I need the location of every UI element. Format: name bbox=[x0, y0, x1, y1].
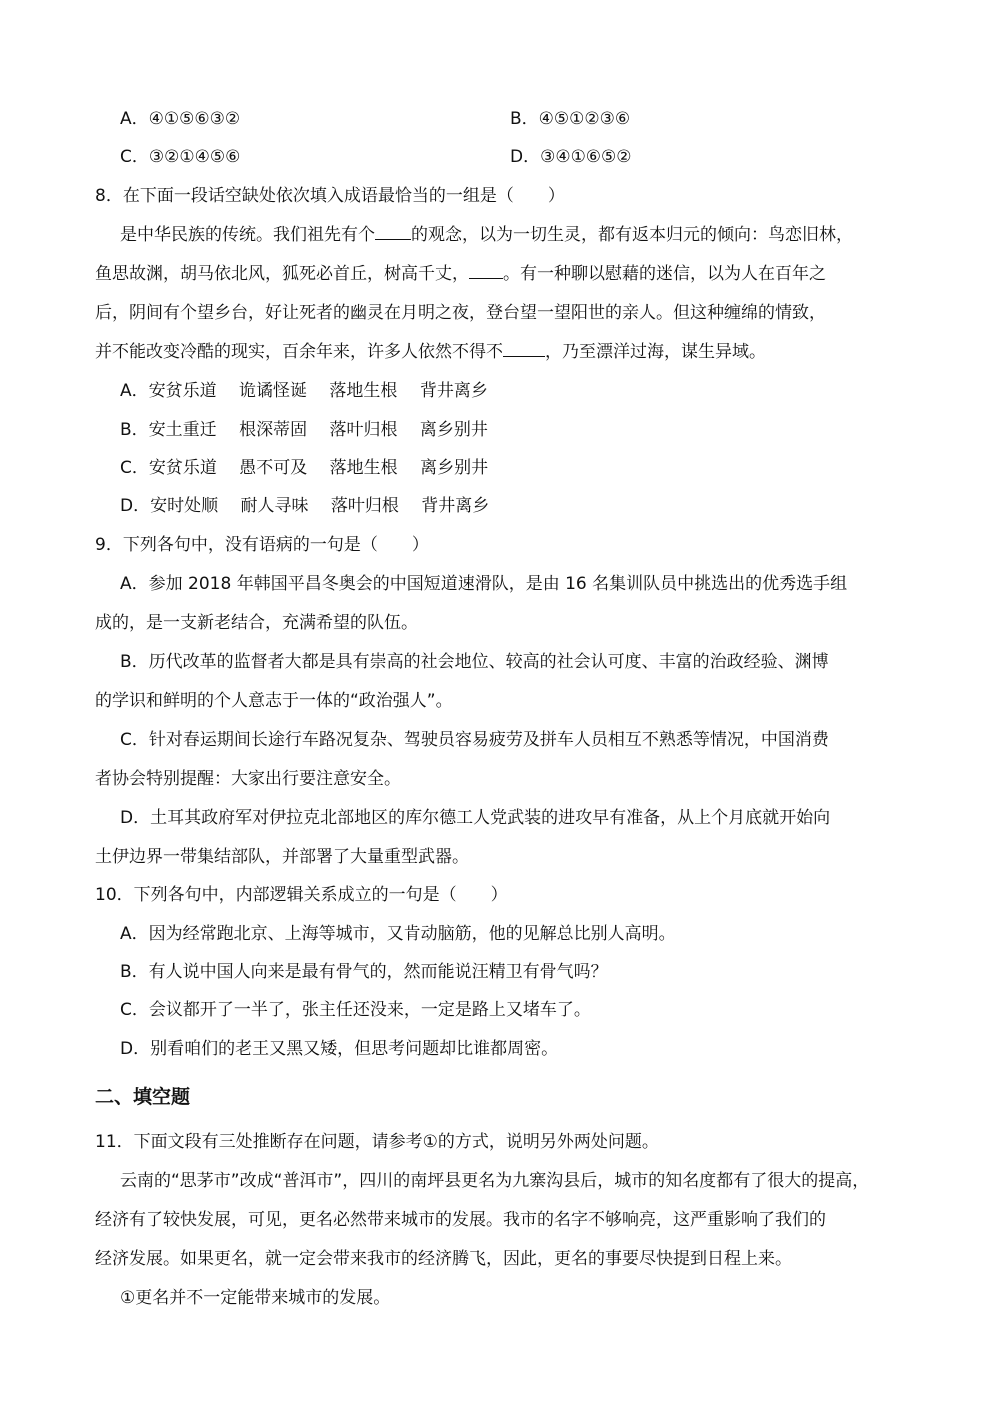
q8-passage-text: 。有一种聊以慰藉的迷信，以为人在百年之 bbox=[503, 264, 826, 284]
q10-option-a: A．因为经常跑北京、上海等城市，又肯动脑筋，他的见解总比别人高明。 bbox=[120, 924, 676, 944]
q9-option-a-line-2: 成的，是一支新老结合，充满希望的队伍。 bbox=[95, 613, 418, 633]
q7-option-b: B．④⑤①②③⑥ bbox=[510, 109, 631, 129]
section-heading-fill-in: 二、填空题 bbox=[95, 1086, 191, 1108]
q10-option-c: C．会议都开了一半了，张主任还没来，一定是路上又堵车了。 bbox=[120, 1000, 591, 1020]
q9-option-d-line-2: 土伊边界一带集结部队，并部署了大量重型武器。 bbox=[95, 847, 469, 867]
q8-option-b: B．安土重迁 根深蒂固 落叶归根 离乡别井 bbox=[120, 420, 488, 440]
q9-option-d-line-1: D．土耳其政府军对伊拉克北部地区的库尔德工人党武装的进攻早有准备，从上个月底就开始向 bbox=[120, 808, 831, 828]
q8-passage-text: 鱼思故渊，胡马依北风，狐死必首丘，树高千丈， bbox=[95, 264, 469, 284]
q8-passage-line-1 bbox=[120, 223, 853, 247]
q7-option-a: A．④①⑤⑥③② bbox=[120, 109, 241, 129]
q9-option-b-line-1: B．历代改革的监督者大都是具有崇高的社会地位、较高的社会认可度、丰富的治政经验、渊博 bbox=[120, 652, 829, 672]
q8-option-c: C．安贫乐道 愚不可及 落地生根 离乡别井 bbox=[120, 458, 489, 478]
q8-option-d: D．安时处顺 耐人寻味 落叶归根 背井离乡 bbox=[120, 496, 490, 516]
q8-passage-line-3: 后，阴间有个望乡台，好让死者的幽灵在月明之夜，登台望一望阳世的亲人。但这种缠绵的情致， bbox=[95, 303, 826, 323]
q10-option-d: D．别看咱们的老王又黑又矮，但思考问题却比谁都周密。 bbox=[120, 1039, 559, 1059]
q9-option-c-line-2: 者协会特别提醒：大家出行要注意安全。 bbox=[95, 769, 401, 789]
q11-passage-line-1: 云南的“思茅市”改成“普洱市”，四川的南坪县更名为九寨沟县后，城市的知名度都有了很大的提高， bbox=[120, 1171, 870, 1191]
q9-option-c-line-1: C．针对春运期间长途行车路况复杂、驾驶员容易疲劳及拼车人员相互不熟悉等情况，中国消费 bbox=[120, 730, 829, 750]
q8-option-a: A．安贫乐道 诡谲怪诞 落地生根 背井离乡 bbox=[120, 381, 488, 401]
q10-option-b: B．有人说中国人向来是最有骨气的，然而能说汪精卫有骨气吗？ bbox=[120, 962, 608, 982]
q8-blank-3 bbox=[503, 340, 545, 357]
q11-example-answer: ①更名并不一定能带来城市的发展。 bbox=[120, 1288, 391, 1308]
q7-option-c: C．③②①④⑤⑥ bbox=[120, 147, 241, 167]
q8-passage-text: 并不能改变冷酷的现实，百余年来，许多人依然不得不 bbox=[95, 342, 503, 362]
q8-passage-line-2 bbox=[95, 262, 826, 286]
q10-stem: 10．下列各句中，内部逻辑关系成立的一句是（ ） bbox=[95, 885, 508, 905]
q9-option-b-line-2: 的学识和鲜明的个人意志于一体的“政治强人”。 bbox=[95, 691, 453, 711]
q11-passage-line-2: 经济有了较快发展，可见，更名必然带来城市的发展。我市的名字不够响亮，这严重影响了我们的 bbox=[95, 1210, 826, 1230]
q8-blank-2 bbox=[469, 262, 503, 279]
q8-passage-line-4 bbox=[95, 340, 766, 364]
q9-option-a-line-1: A．参加 2018 年韩国平昌冬奥会的中国短道速滑队，是由 16 名集训队员中挑选出的优秀选手组 bbox=[120, 574, 848, 594]
q8-blank-1 bbox=[375, 223, 411, 240]
q8-passage-text: 是中华民族的传统。我们祖先有个 bbox=[120, 225, 375, 245]
q8-stem: 8．在下面一段话空缺处依次填入成语最恰当的一组是（ ） bbox=[95, 186, 565, 206]
q8-passage-text: 的观念，以为一切生灵，都有返本归元的倾向：鸟恋旧林， bbox=[411, 225, 853, 245]
q11-stem: 11．下面文段有三处推断存在问题，请参考①的方式，说明另外两处问题。 bbox=[95, 1132, 659, 1152]
q9-stem: 9．下列各句中，没有语病的一句是（ ） bbox=[95, 535, 429, 555]
q11-passage-line-3: 经济发展。如果更名，就一定会带来我市的经济腾飞，因此，更名的事要尽快提到日程上来。 bbox=[95, 1249, 792, 1269]
q8-passage-text: ，乃至漂洋过海，谋生异域。 bbox=[545, 342, 766, 362]
q7-option-d: D．③④①⑥⑤② bbox=[510, 147, 632, 167]
